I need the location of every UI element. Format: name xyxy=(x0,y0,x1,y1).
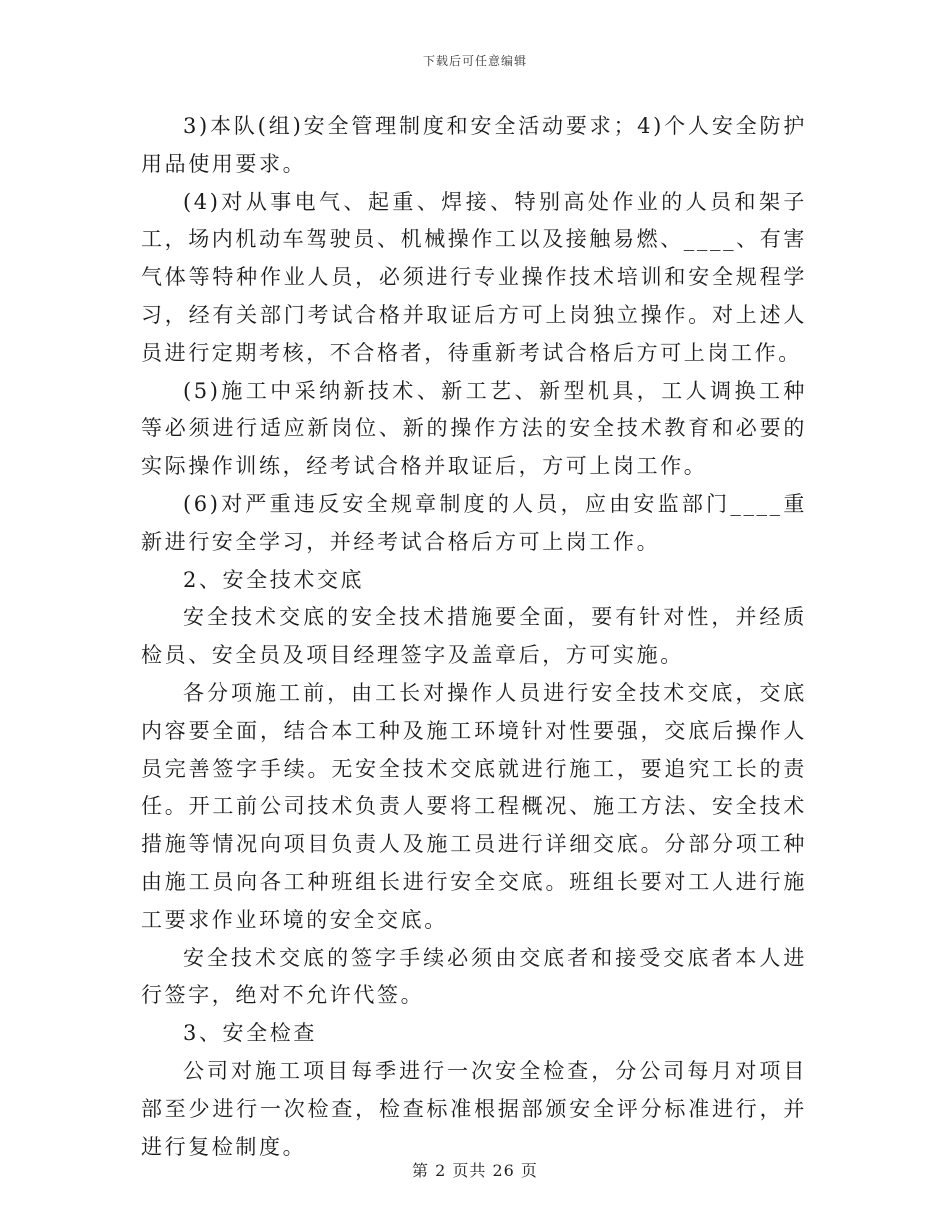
paragraph-inspection-schedule: 公司对施工项目每季进行一次安全检查，分公司每月对项目部至少进行一次检查，检查标准根据部颁安全评分标准进行，并进行复检制度。 xyxy=(141,1058,807,1159)
page-header: 下载后可任意编辑 xyxy=(422,54,527,68)
section-heading-technical-briefing: 2、安全技术交底 xyxy=(183,567,365,592)
paragraph-briefing-measures: 安全技术交底的安全技术措施要全面，要有针对性，并经质检员、安全员及项目经理签字及盖章后，方可实施。 xyxy=(141,605,807,668)
paragraph-violators: (6)对严重违反安全规章制度的人员，应由安监部门____重新进行安全学习，并经考试合格后方可上岗工作。 xyxy=(141,491,807,554)
paragraph-new-technology: (5)施工中采纳新技术、新工艺、新型机具，工人调换工种等必须进行适应新岗位、新的操作方法的安全技术教育和必要的实际操作训练，经考试合格并取证后，方可上岗工作。 xyxy=(141,378,807,479)
paragraph-briefing-signatures: 安全技术交底的签字手续必须由交底者和接受交底者本人进行签字，绝对不允许代签。 xyxy=(141,945,807,1008)
document-body xyxy=(141,108,807,1166)
paragraph-special-operators: (4)对从事电气、起重、焊接、特别高处作业的人员和架子工，场内机动车驾驶员、机械操作工以及接触易燃、____、有害气体等特种作业人员，必须进行专业操作技术培训和安全规程学习，经有关部门考试合格并取证后方可上岗独立操作。对上述人员进行定期考核，不合格者，待重新考试合格后方可上岗工作。 xyxy=(141,189,807,365)
paragraph-briefing-procedure: 各分项施工前，由工长对操作人员进行安全技术交底，交底内容要全面，结合本工种及施工环境针对性要强，交底后操作人员完善签字手续。无安全技术交底就进行施工，要追究工长的责任。开工前公司技术负责人要将工程概况、施工方法、安全技术措施等情况向项目负责人及施工员进行详细交底。分部分项工种由施工员向各工种班组长进行安全交底。班组长要对工人进行施工要求作业环境的安全交底。 xyxy=(141,680,807,932)
paragraph-safety-rules: 3)本队(组)安全管理制度和安全活动要求；4)个人安全防护用品使用要求。 xyxy=(141,114,807,176)
page-number: 第 2 页共 26 页 xyxy=(412,1161,538,1180)
section-heading-safety-inspection: 3、安全检查 xyxy=(183,1021,317,1046)
